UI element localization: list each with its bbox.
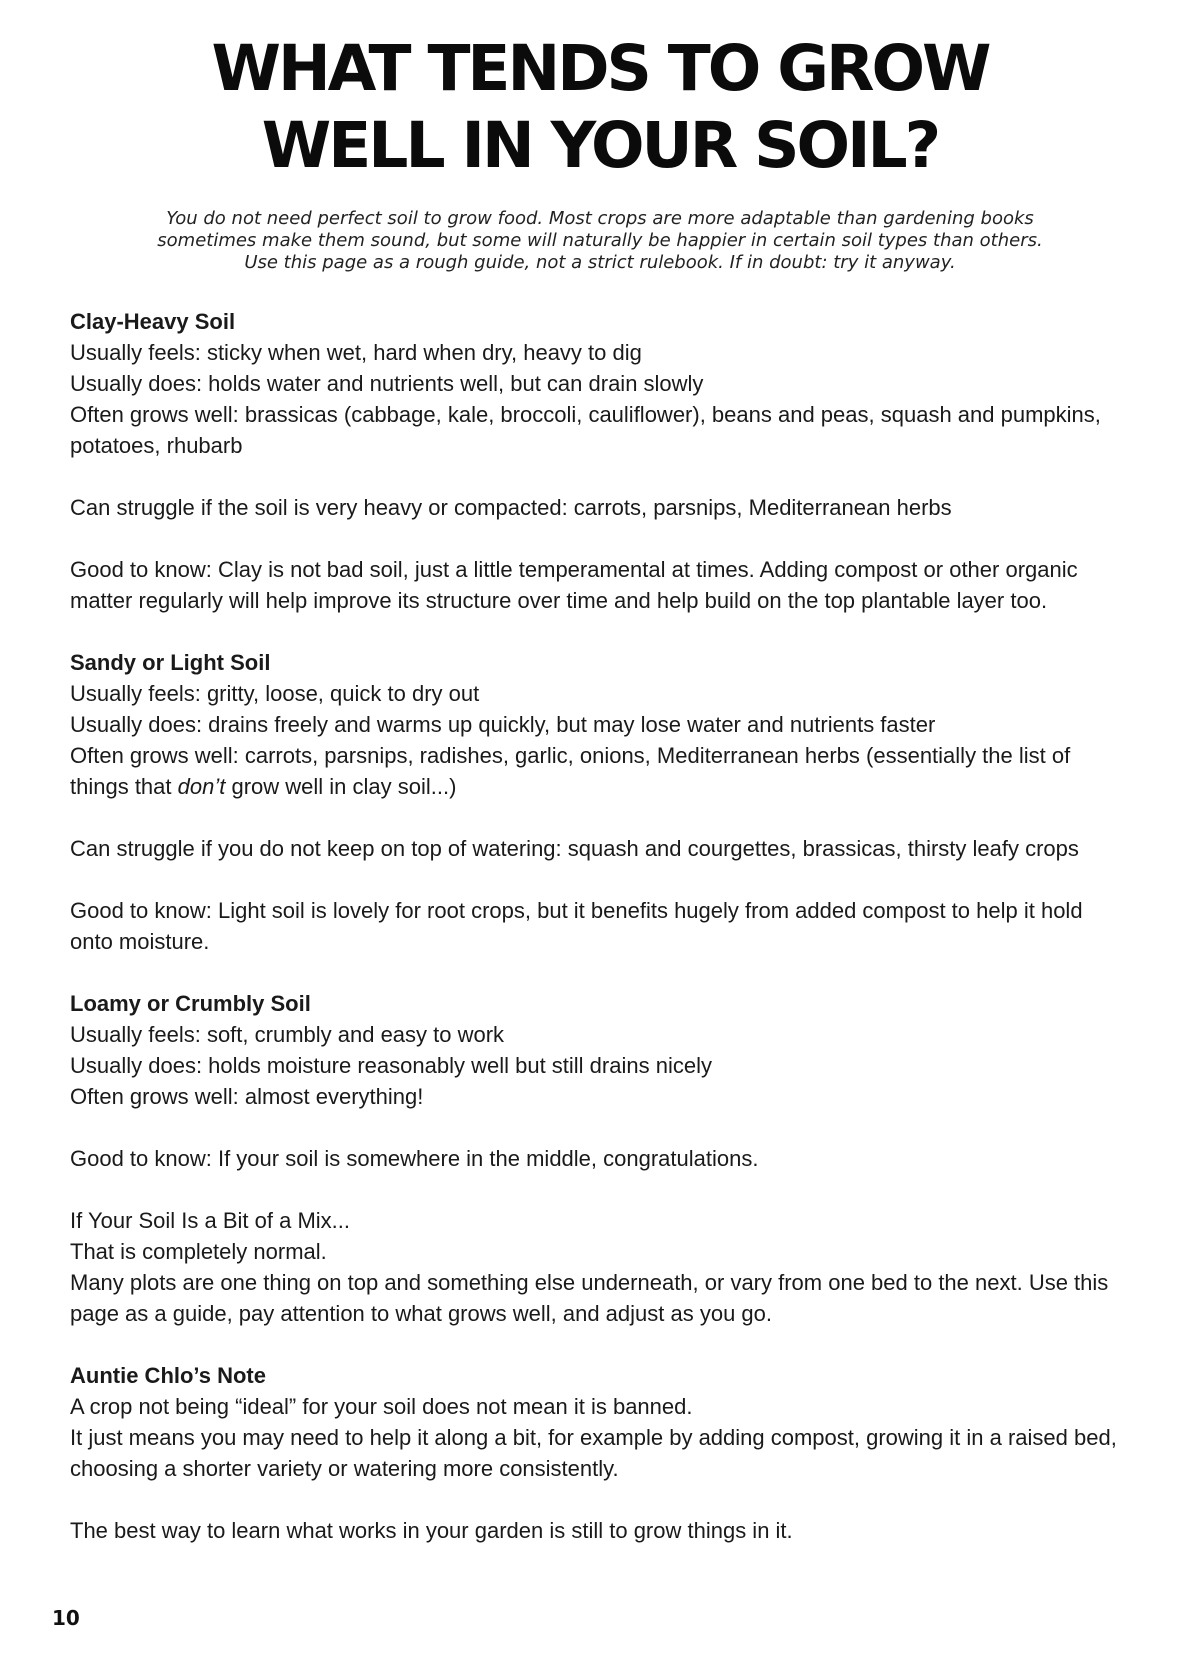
mixed-soil-line-1: That is completely normal. [70, 1239, 327, 1264]
page-title [0, 30, 1200, 184]
clay-soil-section [70, 306, 1130, 461]
intro-paragraph [100, 208, 1100, 274]
body-content [70, 306, 1130, 1546]
sandy-soil-heading: Sandy or Light Soil [70, 650, 271, 675]
clay-soil-heading: Clay-Heavy Soil [70, 309, 236, 334]
closing-line: The best way to learn what works in your garden is still to grow things in it. [70, 1518, 793, 1543]
sandy-grows-after: grow well in clay soil...) [225, 774, 457, 799]
title-line-1: WHAT TENDS TO GROW [211, 32, 989, 105]
mixed-soil-heading: If Your Soil Is a Bit of a Mix... [70, 1208, 351, 1233]
sandy-struggle: Can struggle if you do not keep on top of watering: squash and courgettes, brassicas, thirsty leafy crops [70, 836, 1079, 861]
mixed-soil-line-2: Many plots are one thing on top and something else underneath, or vary from one bed to the next. Use this page as a guide, pay attention to what grows well, and adjust as you go. [70, 1270, 1109, 1326]
loamy-feels: Usually feels: soft, crumbly and easy to work [70, 1022, 505, 1047]
clay-struggle: Can struggle if the soil is very heavy or compacted: carrots, parsnips, Mediterranean herbs [70, 495, 952, 520]
title-line-2: WELL IN YOUR SOIL? [261, 109, 939, 182]
page-number: 10 [52, 1606, 80, 1630]
loamy-does: Usually does: holds moisture reasonably well but still drains nicely [70, 1053, 712, 1078]
auntie-note-line-1: A crop not being “ideal” for your soil does not mean it is banned. [70, 1394, 693, 1419]
clay-good-to-know-section [70, 554, 1130, 616]
auntie-note-heading: Auntie Chlo’s Note [70, 1363, 266, 1388]
mixed-soil-section [70, 1205, 1130, 1329]
sandy-good-to-know-section [70, 895, 1130, 957]
sandy-soil-section [70, 647, 1130, 802]
sandy-good-to-know: Good to know: Light soil is lovely for root crops, but it benefits hugely from added compost to help it hold onto moisture. [70, 898, 1083, 954]
sandy-grows-emphasis: don’t [177, 774, 226, 799]
sandy-grows-well [70, 740, 1130, 802]
clay-does: Usually does: holds water and nutrients well, but can drain slowly [70, 371, 704, 396]
sandy-does: Usually does: drains freely and warms up quickly, but may lose water and nutrients faster [70, 712, 936, 737]
clay-feels: Usually feels: sticky when wet, hard when dry, heavy to dig [70, 340, 642, 365]
intro-line-1: You do not need perfect soil to grow food. Most crops are more adaptable than gardening books [166, 208, 1034, 229]
loamy-good-to-know: Good to know: If your soil is somewhere in the middle, congratulations. [70, 1146, 759, 1171]
clay-grows-well: Often grows well: brassicas (cabbage, kale, broccoli, cauliflower), beans and peas, squash and pumpkins, potatoes, rhubarb [70, 402, 1101, 458]
intro-line-3: Use this page as a rough guide, not a strict rulebook. If in doubt: try it anyway. [244, 252, 956, 273]
auntie-note-section [70, 1360, 1130, 1484]
loamy-grows-well: Often grows well: almost everything! [70, 1084, 424, 1109]
closing-section [70, 1515, 1130, 1546]
loamy-soil-heading: Loamy or Crumbly Soil [70, 991, 311, 1016]
intro-line-2: sometimes make them sound, but some will naturally be happier in certain soil types than others. [157, 230, 1043, 251]
sandy-struggle-section [70, 833, 1130, 864]
sandy-feels: Usually feels: gritty, loose, quick to dry out [70, 681, 480, 706]
auntie-note-line-2: It just means you may need to help it along a bit, for example by adding compost, growing it in a raised bed, choosing a shorter variety or watering more consistently. [70, 1425, 1117, 1481]
loamy-soil-section [70, 988, 1130, 1112]
loamy-good-to-know-section [70, 1143, 1130, 1174]
clay-struggle-section [70, 492, 1130, 523]
sandy-grows-before: Often grows well: carrots, parsnips, radishes, garlic, onions, Mediterranean herbs (essentially the list of things that [70, 743, 1071, 799]
clay-good-to-know: Good to know: Clay is not bad soil, just a little temperamental at times. Adding compost or other organic matter regularly will help improve its structure over time and help build on the top plantable layer too. [70, 557, 1078, 613]
